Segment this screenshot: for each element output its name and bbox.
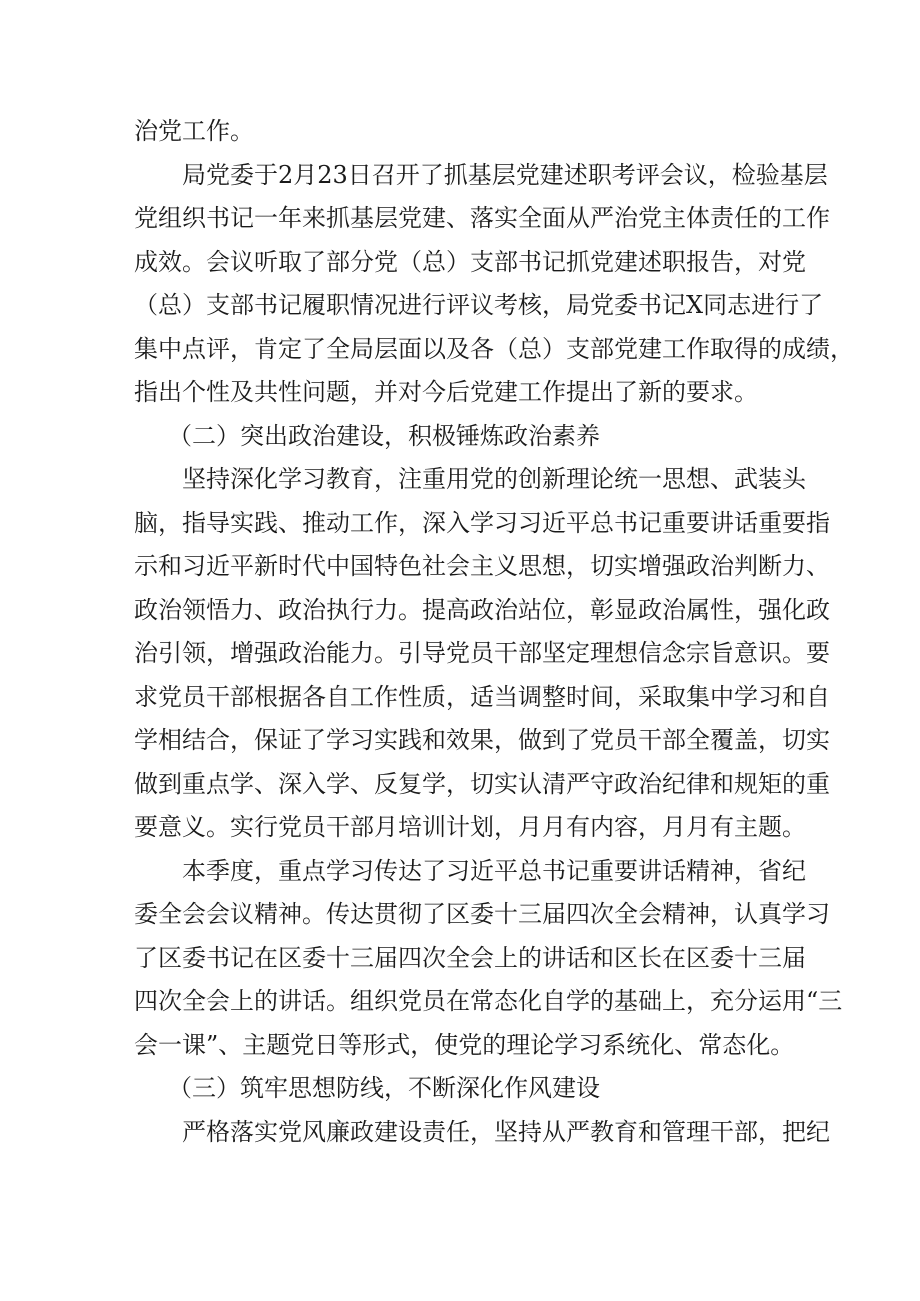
paragraph-line: 严格落实党风廉政建设责任，坚持从严教育和管理干部，把纪 bbox=[182, 1117, 830, 1146]
paragraph-line: 求党员干部根据各自工作性质，适当调整时间，采取集中学习和自 bbox=[134, 682, 830, 711]
section-heading: （二）突出政治建设，积极锤炼政治素养 bbox=[168, 421, 600, 450]
paragraph-line: 委全会会议精神。传达贯彻了区委十三届四次全会精神，认真学习 bbox=[134, 900, 830, 928]
paragraph-line: 了区委书记在区委十三届四次全会上的讲话和区长在区委十三届 bbox=[134, 943, 806, 972]
document-body bbox=[134, 110, 854, 1154]
paragraph-line: 局党委于2月23日召开了抓基层党建述职考评会议，检验基层 bbox=[182, 160, 828, 189]
paragraph-line: 会一课”、主题党日等形式，使党的理论学习系统化、常态化。 bbox=[134, 1030, 795, 1059]
paragraph-line: 治党工作。 bbox=[134, 117, 254, 145]
paragraph-line: 脑，指导实践、推动工作，深入学习习近平总书记重要讲话重要指 bbox=[134, 508, 830, 537]
paragraph-line: 坚持深化学习教育，注重用党的创新理论统一思想、武装头 bbox=[182, 465, 806, 493]
paragraph-line: 要意义。实行党员干部月培训计划，月月有内容，月月有主题。 bbox=[134, 813, 806, 841]
section-heading: （三）筑牢思想防线，不断深化作风建设 bbox=[168, 1074, 600, 1102]
paragraph-line: 做到重点学、深入学、反复学，切实认清严守政治纪律和规矩的重 bbox=[134, 769, 830, 798]
paragraph-line: 治引领，增强政治能力。引导党员干部坚定理想信念宗旨意识。要 bbox=[134, 639, 830, 667]
paragraph-line: 学相结合，保证了学习实践和效果，做到了党员干部全覆盖，切实 bbox=[134, 726, 830, 754]
paragraph-line: 本季度，重点学习传达了习近平总书记重要讲话精神，省纪 bbox=[182, 856, 806, 885]
paragraph-line: 党组织书记一年来抓基层党建、落实全面从严治党主体责任的工作 bbox=[134, 204, 830, 232]
paragraph-line: 指出个性及共性问题，并对今后党建工作提出了新的要求。 bbox=[134, 378, 758, 406]
paragraph-line: 集中点评，肯定了全局层面以及各（总）支部党建工作取得的成绩， bbox=[134, 334, 854, 363]
paragraph-line: 成效。会议听取了部分党（总）支部书记抓党建述职报告，对党 bbox=[134, 247, 806, 276]
paragraph-line: 四次全会上的讲话。组织党员在常态化自学的基础上，充分运用“三 bbox=[134, 987, 843, 1015]
paragraph-line: 政治领悟力、政治执行力。提高政治站位，彰显政治属性，强化政 bbox=[134, 595, 830, 624]
paragraph-line: 示和习近平新时代中国特色社会主义思想，切实增强政治判断力、 bbox=[134, 552, 830, 580]
paragraph-line: （总）支部书记履职情况进行评议考核，局党委书记X同志进行了 bbox=[134, 291, 824, 319]
